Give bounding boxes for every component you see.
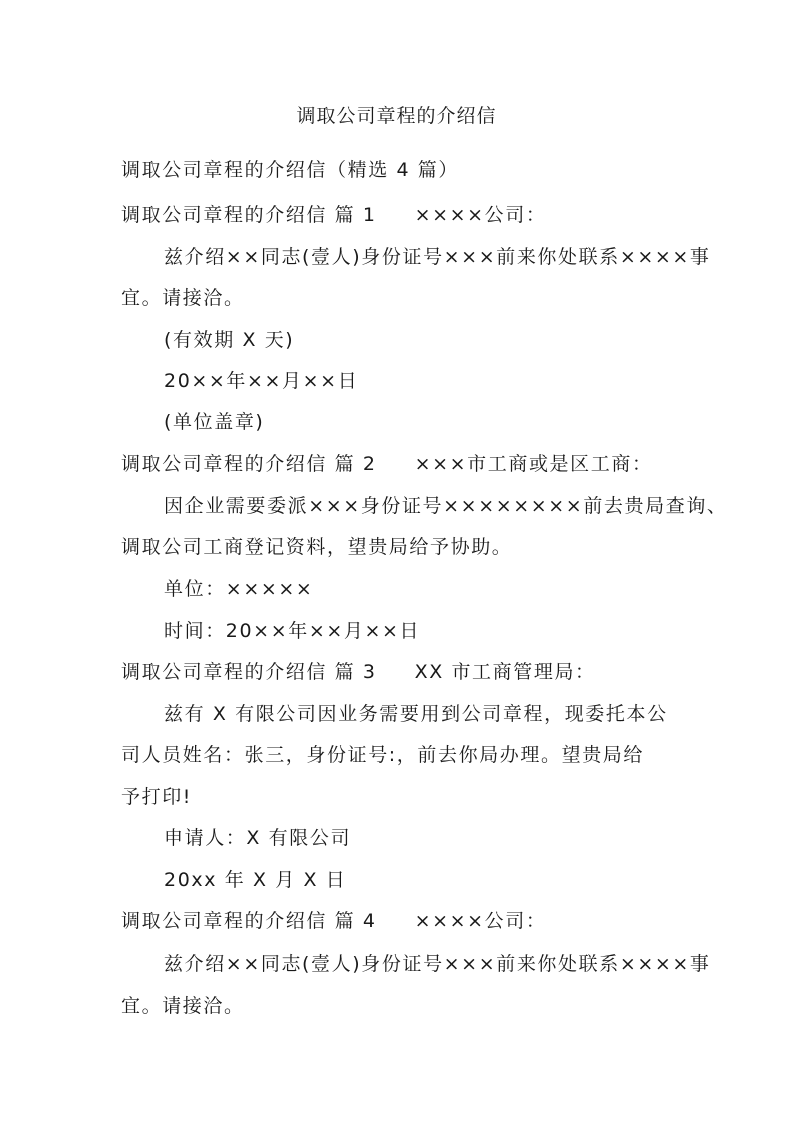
section-2-addressee: ×××市工商或是区工商： (414, 453, 653, 475)
document-subtitle: 调取公司章程的介绍信（精选 4 篇） (121, 159, 459, 181)
section-1-validity: (有效期 X 天) (164, 329, 295, 351)
section-1-seal: (单位盖章) (164, 411, 265, 433)
section-2-unit: 单位：××××× (164, 578, 314, 600)
section-1-body-line: 宜。请接洽。 (121, 287, 245, 309)
section-4-body-line: 兹介绍××同志(壹人)身份证号×××前来你处联系××××事 (164, 953, 711, 975)
section-3-date: 20xx 年 X 月 X 日 (164, 869, 347, 891)
section-3-body-line: 予打印! (121, 786, 193, 808)
section-2-header (121, 450, 653, 478)
section-2-body-line: 因企业需要委派×××身份证号××××××××前去贵局查询、 (164, 495, 728, 517)
section-3-header (121, 658, 596, 686)
section-3-body-line: 兹有 X 有限公司因业务需要用到公司章程，现委托本公 (164, 703, 668, 725)
section-4-header (121, 907, 546, 935)
section-2-body-line: 调取公司工商登记资料，望贵局给予协助。 (121, 536, 513, 558)
section-4-heading: 调取公司章程的介绍信 篇 4 (121, 910, 377, 932)
section-1-body-line: 兹介绍××同志(壹人)身份证号×××前来你处联系××××事 (164, 246, 711, 268)
document-title: 调取公司章程的介绍信 (296, 105, 497, 127)
section-1-heading: 调取公司章程的介绍信 篇 1 (121, 204, 377, 226)
section-3-heading: 调取公司章程的介绍信 篇 3 (121, 661, 377, 683)
section-3-addressee: XX 市工商管理局： (414, 661, 596, 683)
section-3-applicant: 申请人：X 有限公司 (164, 827, 352, 849)
section-2-heading: 调取公司章程的介绍信 篇 2 (121, 453, 377, 475)
section-4-body-line: 宜。请接洽。 (121, 995, 245, 1017)
section-1-date: 20××年××月××日 (164, 370, 359, 392)
section-2-time: 时间：20××年××月××日 (164, 620, 421, 642)
section-1-header (121, 201, 546, 229)
section-4-addressee: ××××公司： (414, 910, 547, 932)
section-1-addressee: ××××公司： (414, 204, 547, 226)
section-3-body-line: 司人员姓名：张三，身份证号:，前去你局办理。望贵局给 (121, 744, 645, 766)
